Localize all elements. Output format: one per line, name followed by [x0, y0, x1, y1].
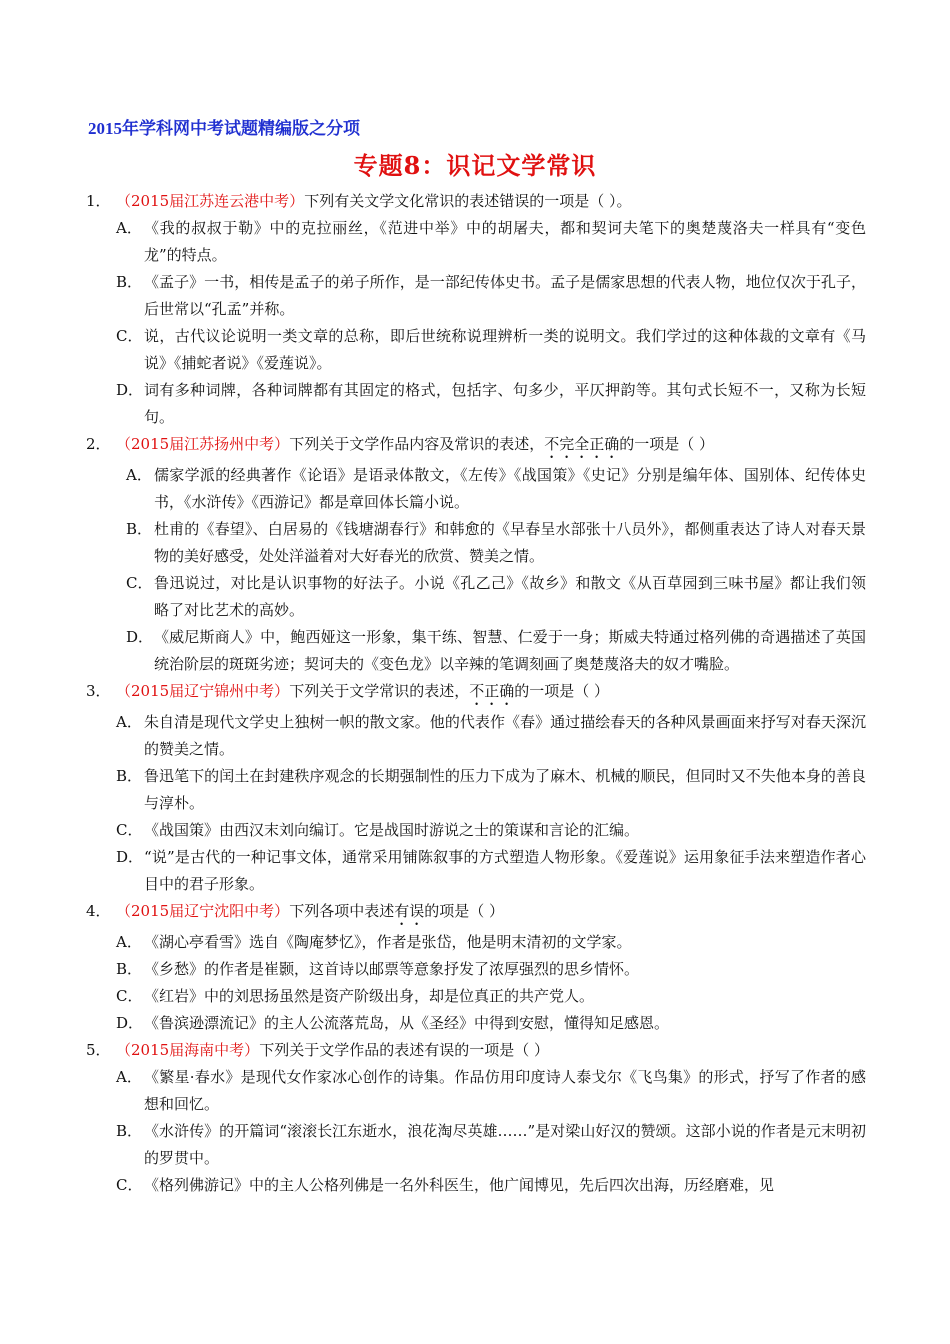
option-c	[126, 570, 866, 624]
option-text: 鲁迅说过，对比是认识事物的好法子。小说《孔乙己》《故乡》和散文《从百草园到三味书屋》都让我们领略了对比艺术的高妙。	[154, 574, 866, 619]
option-d	[116, 844, 866, 898]
option-text: 《格列佛游记》中的主人公格列佛是一名外科医生，他广闻博见，先后四次出海，历经磨难，见	[144, 1176, 775, 1194]
option-text: 《红岩》中的刘思扬虽然是资产阶级出身，却是位真正的共产党人。	[144, 987, 595, 1005]
question-5	[86, 1037, 866, 1199]
option-label: A．	[126, 466, 152, 484]
question-stem	[86, 431, 866, 462]
question-text-end: 的一项是（ ）	[514, 682, 609, 700]
question-text: 下列有关文学文化常识的表述错误的一项是（ ）。	[304, 192, 632, 210]
option-text: 《乡愁》的作者是崔颢，这首诗以邮票等意象抒发了浓厚强烈的思乡情怀。	[144, 960, 640, 978]
option-text: 《水浒传》的开篇词“滚滚长江东逝水，浪花淘尽英雄……”是对梁山好汉的赞颂。这部小说的作者是元末明初的罗贯中。	[144, 1122, 866, 1167]
option-text: 《我的叔叔于勒》中的克拉丽丝，《范进中举》中的胡屠夫，都和契诃夫笔下的奥楚蔑洛夫一样具有“变色龙”的特点。	[144, 219, 866, 264]
option-label: B．	[126, 520, 153, 538]
question-number: 1．	[86, 192, 111, 210]
option-label: D．	[116, 381, 144, 399]
option-b	[126, 516, 866, 570]
question-stem	[86, 678, 866, 709]
question-number: 5．	[86, 1041, 111, 1059]
question-stem	[86, 1037, 866, 1064]
option-b	[116, 956, 866, 983]
option-text: 《孟子》一书，相传是孟子的弟子所作，是一部纪传体史书。孟子是儒家思想的代表人物，地位仅次于孔子，后世常以“孔孟”并称。	[144, 273, 866, 318]
question-text: 下列各项中表述	[289, 902, 395, 920]
option-label: B．	[116, 1122, 143, 1140]
emphasized-text: 不完全正确	[544, 435, 620, 453]
option-label: D．	[126, 628, 154, 646]
option-label: C．	[116, 1176, 143, 1194]
option-d	[116, 377, 866, 431]
option-c	[116, 323, 866, 377]
option-label: A．	[116, 1068, 142, 1086]
question-source: （2015届辽宁锦州中考）	[116, 682, 290, 700]
option-label: C．	[126, 574, 153, 592]
option-label: A．	[116, 713, 142, 731]
option-text: “说”是古代的一种记事文体，通常采用铺陈叙事的方式塑造人物形象。《爱莲说》运用象征手法来塑造作者心目中的君子形象。	[144, 848, 866, 893]
question-source: （2015届海南中考）	[116, 1041, 260, 1059]
question-text: 下列关于文学作品的表述有误的一项是（ ）	[259, 1041, 549, 1059]
emphasized-text: 有误	[394, 902, 425, 920]
option-c	[116, 983, 866, 1010]
option-text: 《鲁滨逊漂流记》的主人公流落荒岛，从《圣经》中得到安慰，懂得知足感恩。	[144, 1014, 670, 1032]
option-c	[116, 1172, 866, 1199]
question-text-end: 的一项是（ ）	[619, 435, 714, 453]
topic-title: 专题8：识记文学常识	[353, 151, 597, 180]
option-a	[116, 1064, 866, 1118]
option-text: 词有多种词牌，各种词牌都有其固定的格式，包括字、句多少，平仄押韵等。其句式长短不一，又称为长短句。	[144, 381, 866, 426]
question-number: 3．	[86, 682, 111, 700]
question-source: （2015届江苏扬州中考）	[116, 435, 290, 453]
option-label: C．	[116, 327, 143, 345]
question-3	[86, 678, 866, 898]
question-number: 2．	[86, 435, 111, 453]
question-stem	[86, 898, 866, 929]
question-text: 下列关于文学常识的表述，	[289, 682, 470, 700]
option-a	[116, 709, 866, 763]
question-number: 4．	[86, 902, 111, 920]
question-2	[86, 431, 866, 678]
question-text: 下列关于文学作品内容及常识的表述，	[289, 435, 545, 453]
option-b	[116, 763, 866, 817]
option-text: 《战国策》由西汉末刘向编订。它是战国时游说之士的策谋和言论的汇编。	[144, 821, 640, 839]
option-d	[126, 624, 866, 678]
option-c	[116, 817, 866, 844]
option-text: 《繁星·春水》是现代女作家冰心创作的诗集。作品仿用印度诗人泰戈尔《飞鸟集》的形式，抒写了作者的感想和回忆。	[144, 1068, 866, 1113]
question-list	[86, 188, 866, 1199]
question-4	[86, 898, 866, 1037]
question-1	[86, 188, 866, 431]
option-label: C．	[116, 987, 143, 1005]
emphasized-text: 不正确	[469, 682, 515, 700]
option-text: 说，古代议论说明一类文章的总称，即后世统称说理辨析一类的说明文。我们学过的这种体裁的文章有《马说》《捕蛇者说》《爱莲说》。	[144, 327, 866, 372]
option-a	[116, 929, 866, 956]
option-b	[116, 269, 866, 323]
option-label: B．	[116, 273, 143, 291]
option-text: 《威尼斯商人》中，鲍西娅这一形象，集干练、智慧、仁爱于一身；斯威夫特通过格列佛的奇遇描述了英国统治阶层的斑斑劣迹；契诃夫的《变色龙》以辛辣的笔调刻画了奥楚蔑洛夫的奴才嘴脸。	[154, 628, 866, 673]
option-label: C．	[116, 821, 143, 839]
option-text: 朱自清是现代文学史上独树一帜的散文家。他的代表作《春》通过描绘春天的各种风景画面来抒写对春天深沉的赞美之情。	[144, 713, 866, 758]
question-text-end: 的项是（ ）	[424, 902, 504, 920]
option-label: B．	[116, 960, 143, 978]
option-label: A．	[116, 219, 142, 237]
option-text: 儒家学派的经典著作《论语》是语录体散文，《左传》《战国策》《史记》分别是编年体、国别体、纪传体史书，《水浒传》《西游记》都是章回体长篇小说。	[154, 466, 866, 511]
option-label: D．	[116, 1014, 144, 1032]
option-a	[116, 215, 866, 269]
option-label: B．	[116, 767, 143, 785]
question-source: （2015届辽宁沈阳中考）	[116, 902, 290, 920]
option-d	[116, 1010, 866, 1037]
option-label: D．	[116, 848, 144, 866]
option-text: 杜甫的《春望》、白居易的《钱塘湖春行》和韩愈的《早春呈水部张十八员外》，都侧重表达了诗人对春天景物的美好感受，处处洋溢着对大好春光的欣赏、赞美之情。	[154, 520, 866, 565]
option-a	[126, 462, 866, 516]
series-title: 2015年学科网中考试题精编版之分项	[88, 119, 360, 138]
option-label: A．	[116, 933, 142, 951]
question-stem	[86, 188, 866, 215]
option-b	[116, 1118, 866, 1172]
option-text: 鲁迅笔下的闰土在封建秩序观念的长期强制性的压力下成为了麻木、机械的顺民，但同时又不失他本身的善良与淳朴。	[144, 767, 866, 812]
question-source: （2015届江苏连云港中考）	[116, 192, 305, 210]
option-text: 《湖心亭看雪》选自《陶庵梦忆》，作者是张岱，他是明末清初的文学家。	[144, 933, 632, 951]
